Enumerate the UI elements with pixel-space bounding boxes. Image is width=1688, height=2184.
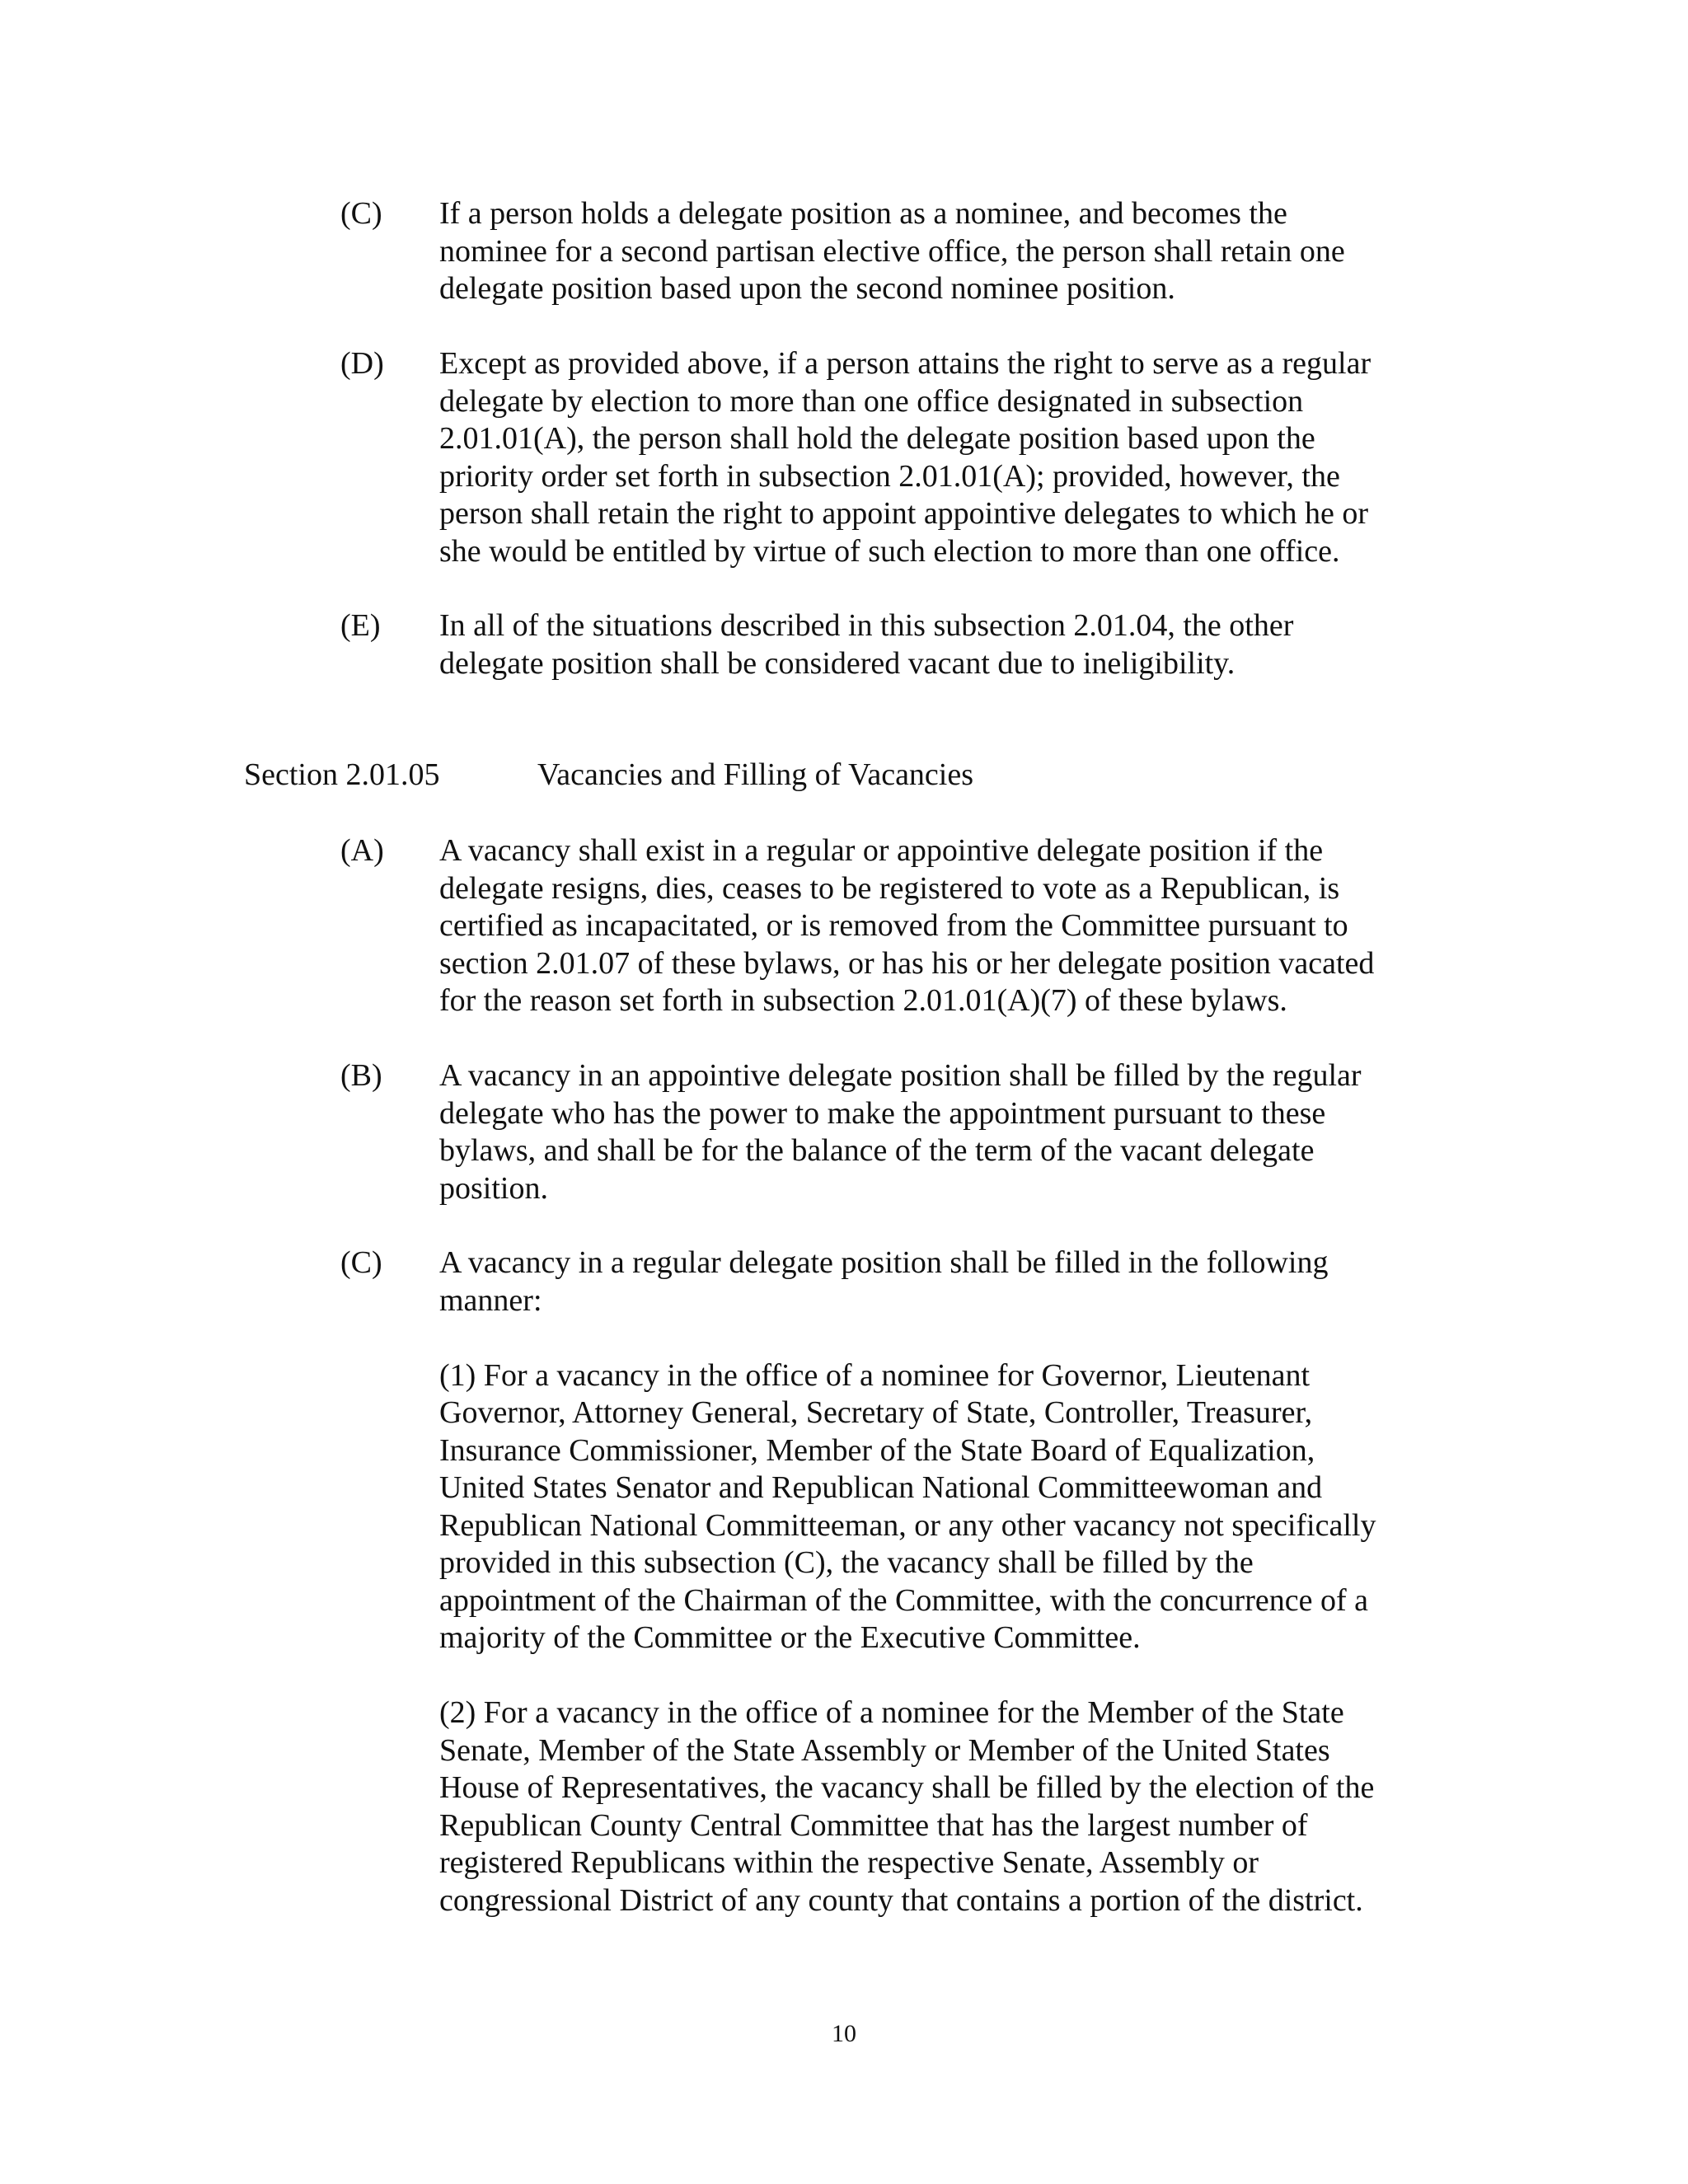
text-line: United States Senator and Republican National Committeewoman and — [439, 1470, 1323, 1505]
text-line: delegate position based upon the second nominee position. — [439, 271, 1175, 306]
text-line: 2.01.01(A), the person shall hold the delegate position based upon the — [439, 421, 1315, 456]
text-line: Governor, Attorney General, Secretary of State, Controller, Treasurer, — [439, 1395, 1313, 1430]
item-text — [439, 832, 1453, 1020]
text-line: Republican National Committeeman, or any other vacancy not specifically — [439, 1507, 1376, 1543]
text-line: If a person holds a delegate position as a nominee, and becomes the — [439, 196, 1287, 231]
text-line: Senate, Member of the State Assembly or Member of the United States — [439, 1732, 1330, 1768]
item-text — [439, 345, 1453, 570]
text-line: registered Republicans within the respective Senate, Assembly or — [439, 1845, 1259, 1880]
text-line: she would be entitled by virtue of such election to more than one office. — [439, 533, 1340, 569]
paragraph — [439, 1357, 1453, 1657]
text-line: delegate resigns, dies, ceases to be registered to vote as a Republican, is — [439, 870, 1340, 906]
text-line: majority of the Committee or the Executive Committee. — [439, 1620, 1141, 1655]
item-label: (E) — [340, 608, 381, 643]
text-line: manner: — [439, 1282, 542, 1318]
page-number: 10 — [832, 2020, 856, 2047]
text-line: provided in this subsection (C), the vacancy shall be filled by the — [439, 1545, 1254, 1580]
paragraph — [439, 1694, 1453, 1919]
item-text — [439, 1057, 1453, 1207]
text-line: delegate position shall be considered vacant due to ineligibility. — [439, 645, 1236, 681]
item-label: (C) — [340, 196, 382, 231]
text-line: A vacancy in an appointive delegate position shall be filled by the regular — [439, 1058, 1362, 1093]
text-line: In all of the situations described in this subsection 2.01.04, the other — [439, 608, 1294, 643]
text-line: Insurance Commissioner, Member of the State Board of Equalization, — [439, 1432, 1315, 1468]
text-line: congressional District of any county that contains a portion of the district. — [439, 1882, 1363, 1918]
text-line: Except as provided above, if a person attains the right to serve as a regular — [439, 346, 1372, 381]
item-text — [439, 195, 1453, 308]
item-label: (C) — [340, 1245, 382, 1280]
text-line: priority order set forth in subsection 2.01.01(A); provided, however, the — [439, 458, 1340, 494]
section-title: Vacancies and Filling of Vacancies — [537, 757, 974, 792]
text-line: delegate by election to more than one office designated in subsection — [439, 383, 1304, 419]
text-line: position. — [439, 1170, 548, 1206]
text-line: for the reason set forth in subsection 2.01.01(A)(7) of these bylaws. — [439, 983, 1287, 1018]
paragraph — [439, 1244, 1453, 1319]
text-line: nominee for a second partisan elective office, the person shall retain one — [439, 233, 1345, 269]
text-line: certified as incapacitated, or is removed from the Committee pursuant to — [439, 908, 1348, 943]
section-number: Section 2.01.05 — [244, 757, 440, 792]
item-text — [439, 1244, 1453, 1957]
text-line: House of Representatives, the vacancy shall be filled by the election of the — [439, 1770, 1375, 1805]
text-line: (1) For a vacancy in the office of a nominee for Governor, Lieutenant — [439, 1357, 1311, 1393]
text-line: section 2.01.07 of these bylaws, or has his or her delegate position vacated — [439, 945, 1375, 981]
item-label: (D) — [340, 346, 384, 381]
text-line: person shall retain the right to appoint appointive delegates to which he or — [439, 496, 1369, 531]
text-line: bylaws, and shall be for the balance of the term of the vacant delegate — [439, 1133, 1315, 1168]
text-line: A vacancy in a regular delegate position shall be filled in the following — [439, 1245, 1329, 1280]
item-label: (A) — [340, 833, 384, 868]
item-text — [439, 607, 1453, 682]
text-line: A vacancy shall exist in a regular or appointive delegate position if the — [439, 833, 1324, 868]
text-line: appointment of the Chairman of the Committee, with the concurrence of a — [439, 1582, 1368, 1618]
section-heading — [244, 757, 974, 794]
text-line: Republican County Central Committee that has the largest number of — [439, 1807, 1308, 1843]
item-label: (B) — [340, 1058, 382, 1093]
text-line: (2) For a vacancy in the office of a nominee for the Member of the State — [439, 1695, 1344, 1730]
text-line: delegate who has the power to make the appointment pursuant to these — [439, 1095, 1326, 1131]
